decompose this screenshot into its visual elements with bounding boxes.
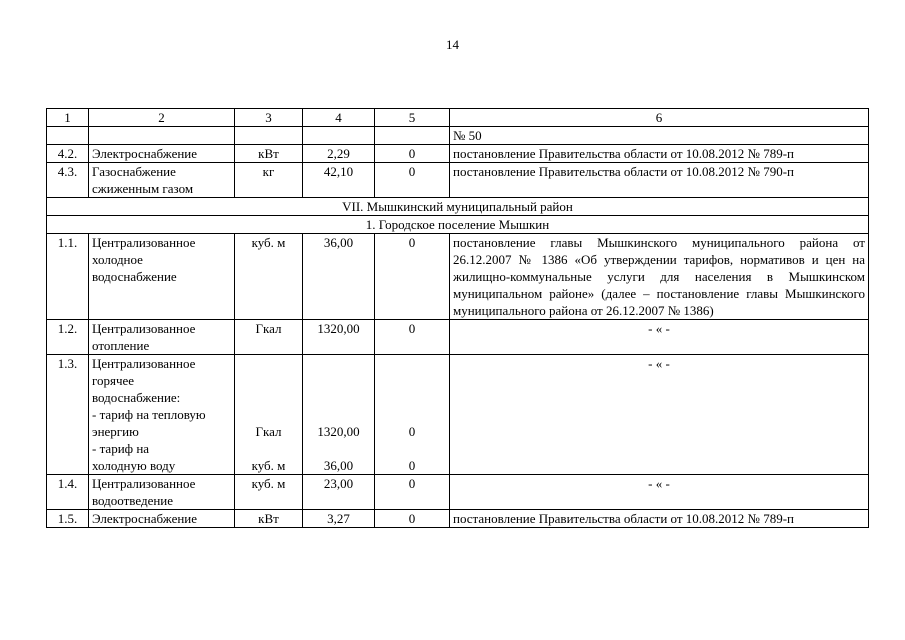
row-number: 1.5. xyxy=(47,510,89,528)
service-cell: Централизованное холодное водоснабжение xyxy=(89,234,235,320)
header-cell: 3 xyxy=(235,109,303,127)
table-row xyxy=(47,355,869,475)
service-cell: Централизованное горячее водоснабжение: - тариф на тепловую энергию - тариф на холодную воду xyxy=(89,355,235,475)
subsection-title: 1. Городское поселение Мышкин xyxy=(47,216,869,234)
col5-cell: 0 xyxy=(375,145,450,163)
unit-cell: кВт xyxy=(235,510,303,528)
header-cell: 1 xyxy=(47,109,89,127)
row-number: 1.2. xyxy=(47,320,89,355)
row-number: 4.3. xyxy=(47,163,89,198)
table-row xyxy=(47,475,869,510)
subsection-row xyxy=(47,216,869,234)
value-cell: 42,10 xyxy=(303,163,375,198)
unit-cell: куб. м xyxy=(235,475,303,510)
unit-cell: Гкал куб. м xyxy=(235,355,303,475)
unit-cell: кг xyxy=(235,163,303,198)
header-cell: 6 xyxy=(450,109,869,127)
table-row xyxy=(47,163,869,198)
value-cell: 3,27 xyxy=(303,510,375,528)
col5-cell: 0 xyxy=(375,510,450,528)
col5-cell: 0 xyxy=(375,234,450,320)
value-cell: 23,00 xyxy=(303,475,375,510)
header-cell: 4 xyxy=(303,109,375,127)
section-title: VII. Мышкинский муниципальный район xyxy=(47,198,869,216)
page-number: 14 xyxy=(446,37,459,52)
col5-cell: 0 xyxy=(375,163,450,198)
section-row xyxy=(47,198,869,216)
table-row xyxy=(47,510,869,528)
tariff-table xyxy=(46,108,869,528)
unit-cell: куб. м xyxy=(235,234,303,320)
service-cell: Газоснабжение сжиженным газом xyxy=(89,163,235,198)
unit-cell: Гкал xyxy=(235,320,303,355)
table-row xyxy=(47,234,869,320)
doc-cell: постановление Правительства области от 10.08.2012 № 789-п xyxy=(450,510,869,528)
doc-cell: - « - xyxy=(450,320,869,355)
doc-cell: постановление Правительства области от 10.08.2012 № 789-п xyxy=(450,145,869,163)
table-row xyxy=(47,320,869,355)
value-cell: 1320,00 xyxy=(303,320,375,355)
doc-cell: постановление Правительства области от 10.08.2012 № 790-п xyxy=(450,163,869,198)
header-cell: 2 xyxy=(89,109,235,127)
header-row xyxy=(47,109,869,127)
value-cell: 1320,00 36,00 xyxy=(303,355,375,475)
table-row xyxy=(47,145,869,163)
row-number: 1.3. xyxy=(47,355,89,475)
doc-cell: - « - xyxy=(450,475,869,510)
header-cell: 5 xyxy=(375,109,450,127)
col5-cell: 0 xyxy=(375,475,450,510)
service-cell: Централизованное водоотведение xyxy=(89,475,235,510)
table-row xyxy=(47,127,869,145)
doc-cell: - « - xyxy=(450,355,869,475)
service-cell: Электроснабжение xyxy=(89,145,235,163)
unit-cell: кВт xyxy=(235,145,303,163)
row-number: 1.4. xyxy=(47,475,89,510)
value-cell: 36,00 xyxy=(303,234,375,320)
col5-cell: 0 xyxy=(375,320,450,355)
doc-cell: № 50 xyxy=(450,127,869,145)
doc-cell: постановление главы Мышкинского муниципального района от 26.12.2007 № 1386 «Об утверждении тарифов, нормативов и цен на жилищно-коммунальные услуги для населения в Мышкинском муниципальном районе» (далее – постановление главы Мышкинского муниципального района от 26.12.2007 № 1386) xyxy=(450,234,869,320)
value-cell: 2,29 xyxy=(303,145,375,163)
row-number: 1.1. xyxy=(47,234,89,320)
service-cell: Электроснабжение xyxy=(89,510,235,528)
service-cell: Централизованное отопление xyxy=(89,320,235,355)
row-number: 4.2. xyxy=(47,145,89,163)
col5-cell: 0 0 xyxy=(375,355,450,475)
